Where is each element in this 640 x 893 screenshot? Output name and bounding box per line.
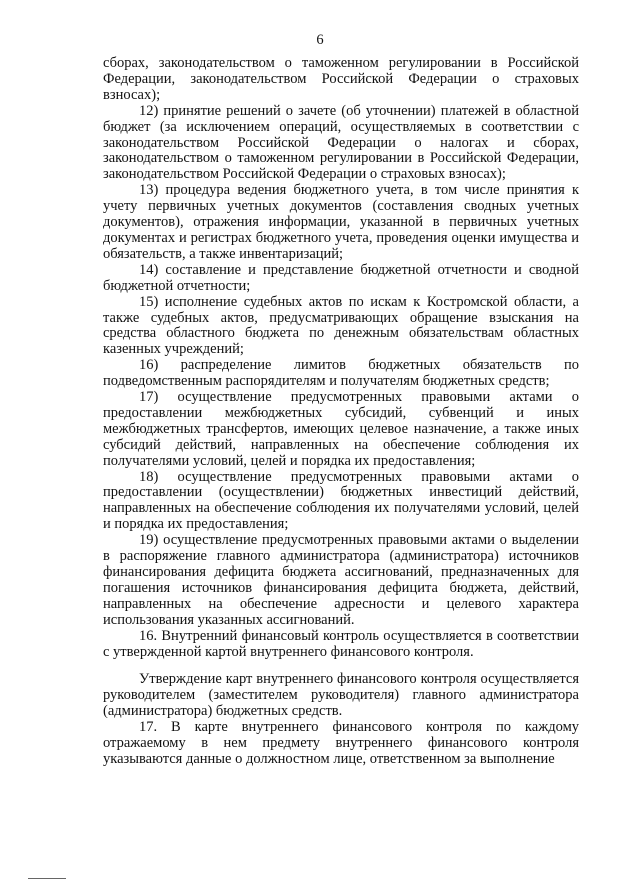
document-body <box>103 56 579 768</box>
paragraph: 17. В карте внутреннего финансового контроля по каждому отражаемому в нем предмету внутреннего финансового контроля указываются данные о должностном лице, ответственном за выполнение <box>103 719 579 767</box>
paragraph: Утверждение карт внутреннего финансового контроля осуществляется руководителем (заместителем руководителя) главного администратора (администратора) бюджетных средств. <box>103 671 579 720</box>
paragraph: 13) процедура ведения бюджетного учета, в том числе принятия к учету первичных учетных документов (составления сводных учетных документов), отражения информации, указанной в первичных учетных документах и регистрах бюджетного учета, проведения оценки имущества и обязательств, а также инвентаризаций; <box>103 182 579 262</box>
paragraph: 14) составление и представление бюджетной отчетности и сводной бюджетной отчетности; <box>103 261 579 294</box>
page-number: 6 <box>316 32 324 48</box>
paragraph: 15) исполнение судебных актов по искам к Костромской области, а также судебных актов, предусматривающих обращение взыскания на средства областного бюджета по денежным обязательствам областных казенных учреждений; <box>103 293 579 358</box>
paragraph: 17) осуществление предусмотренных правовыми актами о предоставлении межбюджетных субсидий, субвенций и иных межбюджетных трансфертов, имеющих целевое назначение, а также иных субсидий действий, направленных на обеспечение соблюдения их получателями условий, целей и порядка их предоставления; <box>103 389 579 469</box>
paragraph: 19) осуществление предусмотренных правовыми актами о выделении в распоряжение главного администратора (администратора) источников финансирования дефицита бюджета ассигнований, предназначенных для погашения источников финансирования дефицита бюджета, действий, направленных на обеспечение адресности и целевого характера использования указанных ассигнований. <box>103 532 579 628</box>
paragraph: сборах, законодательством о таможенном регулировании в Российской Федерации, законодательством Российской Федерации о страховых взносах); <box>103 55 579 103</box>
footnote-divider <box>28 878 66 879</box>
paragraph: 12) принятие решений о зачете (об уточнении) платежей в областной бюджет (за исключением операций, осуществляемых в соответствии с законодательством Российской Федерации о налогах и сборах, законодательством о таможенном регулировании в Российской Федерации, законодательством Российской Федерации о страховых взносах); <box>103 102 579 183</box>
paragraph: 16. Внутренний финансовый контроль осуществляется в соответствии с утвержденной картой внутреннего финансового контроля. <box>103 627 579 660</box>
paragraph: 18) осуществление предусмотренных правовыми актами о предоставлении (осуществлении) бюджетных инвестиций действий, направленных на обеспечение соблюдения их получателями условий, целей и порядка их предоставления; <box>103 468 579 533</box>
paragraph: 16) распределение лимитов бюджетных обязательств по подведомственным распорядителям и получателям бюджетных средств; <box>103 357 579 390</box>
